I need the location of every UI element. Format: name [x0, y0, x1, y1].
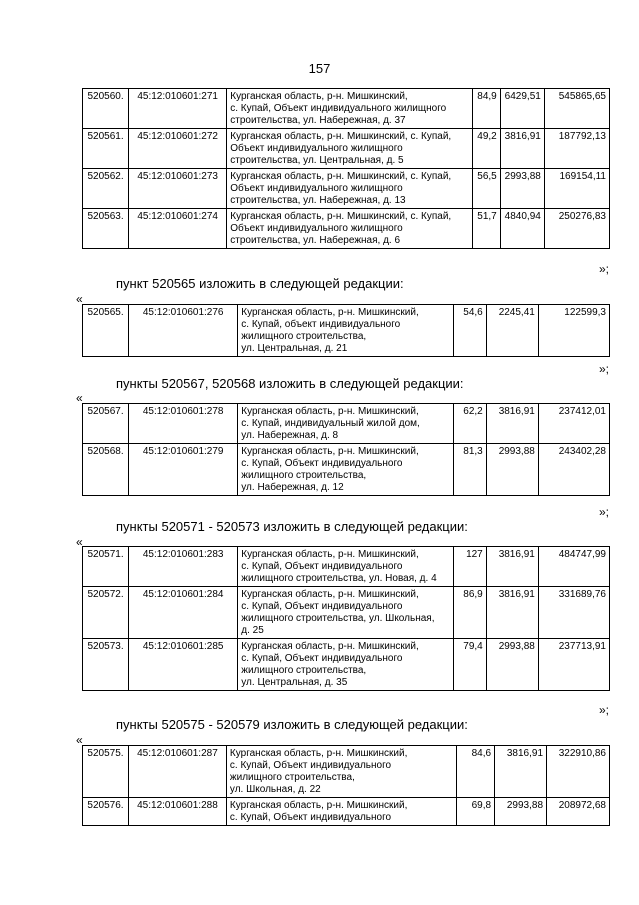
open-quote-1: «: [76, 292, 83, 306]
open-quote-2: «: [76, 391, 83, 405]
table-row: [83, 89, 610, 129]
table-2: [82, 304, 610, 357]
table-row: [83, 404, 610, 444]
table-5: [82, 745, 610, 826]
table-row: [83, 746, 610, 798]
price-per-unit-cell: 3816,91: [486, 547, 538, 587]
table-4: [82, 546, 610, 691]
instruction-4: пункты 520575 - 520579 изложить в следующей редакции:: [116, 717, 468, 732]
row-number-cell: 520568.: [83, 444, 129, 496]
table-row: [83, 209, 610, 249]
price-per-unit-cell: 4840,94: [500, 209, 544, 249]
cadastral-value-cell: 322910,86: [547, 746, 610, 798]
cadastral-value-cell: 250276,83: [544, 209, 609, 249]
row-number-cell: 520575.: [83, 746, 129, 798]
cadastral-number-cell: 45:12:010601:288: [128, 798, 226, 826]
area-cell: 69,8: [457, 798, 495, 826]
cadastral-value-cell: 243402,28: [538, 444, 609, 496]
table-row: [83, 305, 610, 357]
cadastral-value-cell: 187792,13: [544, 129, 609, 169]
address-cell: Курганская область, р-н. Мишкинский, с. Купай, Объект индивидуального жилищного строительства, ул. Набережная, д. 6: [227, 209, 472, 249]
price-per-unit-cell: 2993,88: [486, 444, 538, 496]
cadastral-number-cell: 45:12:010601:276: [129, 305, 238, 357]
table-row: [83, 129, 610, 169]
table-row: [83, 798, 610, 826]
table-row: [83, 587, 610, 639]
address-cell: Курганская область, р-н. Мишкинский, с. Купай, Объект индивидуального жилищного строительства, ул. Набережная, д. 37: [227, 89, 472, 129]
area-cell: 56,5: [472, 169, 500, 209]
cadastral-number-cell: 45:12:010601:279: [129, 444, 238, 496]
address-cell: Курганская область, р-н. Мишкинский, с. Купай, Объект индивидуального жилищного строительства, ул. Школьная, д. 25: [238, 587, 453, 639]
row-number-cell: 520571.: [83, 547, 129, 587]
close-quote-1: »;: [598, 262, 609, 276]
row-number-cell: 520561.: [83, 129, 129, 169]
cadastral-number-cell: 45:12:010601:278: [129, 404, 238, 444]
price-per-unit-cell: 3816,91: [486, 404, 538, 444]
cadastral-number-cell: 45:12:010601:272: [129, 129, 227, 169]
price-per-unit-cell: 2993,88: [495, 798, 547, 826]
instruction-3: пункты 520571 - 520573 изложить в следующей редакции:: [116, 519, 468, 534]
cadastral-number-cell: 45:12:010601:287: [128, 746, 226, 798]
row-number-cell: 520562.: [83, 169, 129, 209]
area-cell: 127: [453, 547, 486, 587]
open-quote-3: «: [76, 535, 83, 549]
instruction-2: пункты 520567, 520568 изложить в следующей редакции:: [116, 376, 464, 391]
cadastral-value-cell: 331689,76: [538, 587, 609, 639]
cadastral-number-cell: 45:12:010601:284: [129, 587, 238, 639]
price-per-unit-cell: 2993,88: [486, 639, 538, 691]
address-cell: Курганская область, р-н. Мишкинский, с. Купай, Объект индивидуального жилищного строительства, ул. Набережная, д. 13: [227, 169, 472, 209]
row-number-cell: 520563.: [83, 209, 129, 249]
price-per-unit-cell: 3816,91: [495, 746, 547, 798]
table-row: [83, 639, 610, 691]
area-cell: 51,7: [472, 209, 500, 249]
table-row: [83, 547, 610, 587]
table-3: [82, 403, 610, 496]
cadastral-number-cell: 45:12:010601:283: [129, 547, 238, 587]
row-number-cell: 520576.: [83, 798, 129, 826]
area-cell: 84,6: [457, 746, 495, 798]
row-number-cell: 520565.: [83, 305, 129, 357]
close-quote-4: »;: [598, 703, 609, 717]
cadastral-value-cell: 208972,68: [547, 798, 610, 826]
close-quote-2: »;: [598, 362, 609, 376]
area-cell: 49,2: [472, 129, 500, 169]
cadastral-value-cell: 122599,3: [538, 305, 609, 357]
cadastral-value-cell: 237713,91: [538, 639, 609, 691]
open-quote-4: «: [76, 733, 83, 747]
table-1: [82, 88, 610, 249]
table-row: [83, 444, 610, 496]
cadastral-number-cell: 45:12:010601:271: [129, 89, 227, 129]
row-number-cell: 520567.: [83, 404, 129, 444]
cadastral-value-cell: 237412,01: [538, 404, 609, 444]
address-cell: Курганская область, р-н. Мишкинский, с. Купай, Объект индивидуального жилищного строительства, ул. Центральная, д. 5: [227, 129, 472, 169]
instruction-1: пункт 520565 изложить в следующей редакции:: [116, 276, 404, 291]
cadastral-number-cell: 45:12:010601:285: [129, 639, 238, 691]
price-per-unit-cell: 3816,91: [500, 129, 544, 169]
cadastral-value-cell: 545865,65: [544, 89, 609, 129]
address-cell: Курганская область, р-н. Мишкинский, с. Купай, Объект индивидуального жилищного строительства, ул. Центральная, д. 35: [238, 639, 453, 691]
address-cell: Курганская область, р-н. Мишкинский, с. Купай, индивидуальный жилой дом, ул. Набережная, д. 8: [238, 404, 453, 444]
area-cell: 86,9: [453, 587, 486, 639]
address-cell: Курганская область, р-н. Мишкинский, с. Купай, Объект индивидуального жилищного строительства, ул. Новая, д. 4: [238, 547, 453, 587]
price-per-unit-cell: 3816,91: [486, 587, 538, 639]
address-cell: Курганская область, р-н. Мишкинский, с. Купай, Объект индивидуального жилищного строительства, ул. Набережная, д. 12: [238, 444, 453, 496]
row-number-cell: 520560.: [83, 89, 129, 129]
price-per-unit-cell: 2993,88: [500, 169, 544, 209]
row-number-cell: 520573.: [83, 639, 129, 691]
cadastral-number-cell: 45:12:010601:274: [129, 209, 227, 249]
address-cell: Курганская область, р-н. Мишкинский, с. Купай, объект индивидуального жилищного строительства, ул. Центральная, д. 21: [238, 305, 453, 357]
area-cell: 62,2: [453, 404, 486, 444]
area-cell: 81,3: [453, 444, 486, 496]
row-number-cell: 520572.: [83, 587, 129, 639]
close-quote-3: »;: [598, 505, 609, 519]
area-cell: 84,9: [472, 89, 500, 129]
area-cell: 54,6: [453, 305, 486, 357]
table-row: [83, 169, 610, 209]
cadastral-number-cell: 45:12:010601:273: [129, 169, 227, 209]
address-cell: Курганская область, р-н. Мишкинский, с. Купай, Объект индивидуального: [226, 798, 456, 826]
address-cell: Курганская область, р-н. Мишкинский, с. Купай, Объект индивидуального жилищного строительства, ул. Школьная, д. 22: [226, 746, 456, 798]
price-per-unit-cell: 6429,51: [500, 89, 544, 129]
cadastral-value-cell: 169154,11: [544, 169, 609, 209]
cadastral-value-cell: 484747,99: [538, 547, 609, 587]
area-cell: 79,4: [453, 639, 486, 691]
page-number: 157: [308, 61, 331, 76]
price-per-unit-cell: 2245,41: [486, 305, 538, 357]
